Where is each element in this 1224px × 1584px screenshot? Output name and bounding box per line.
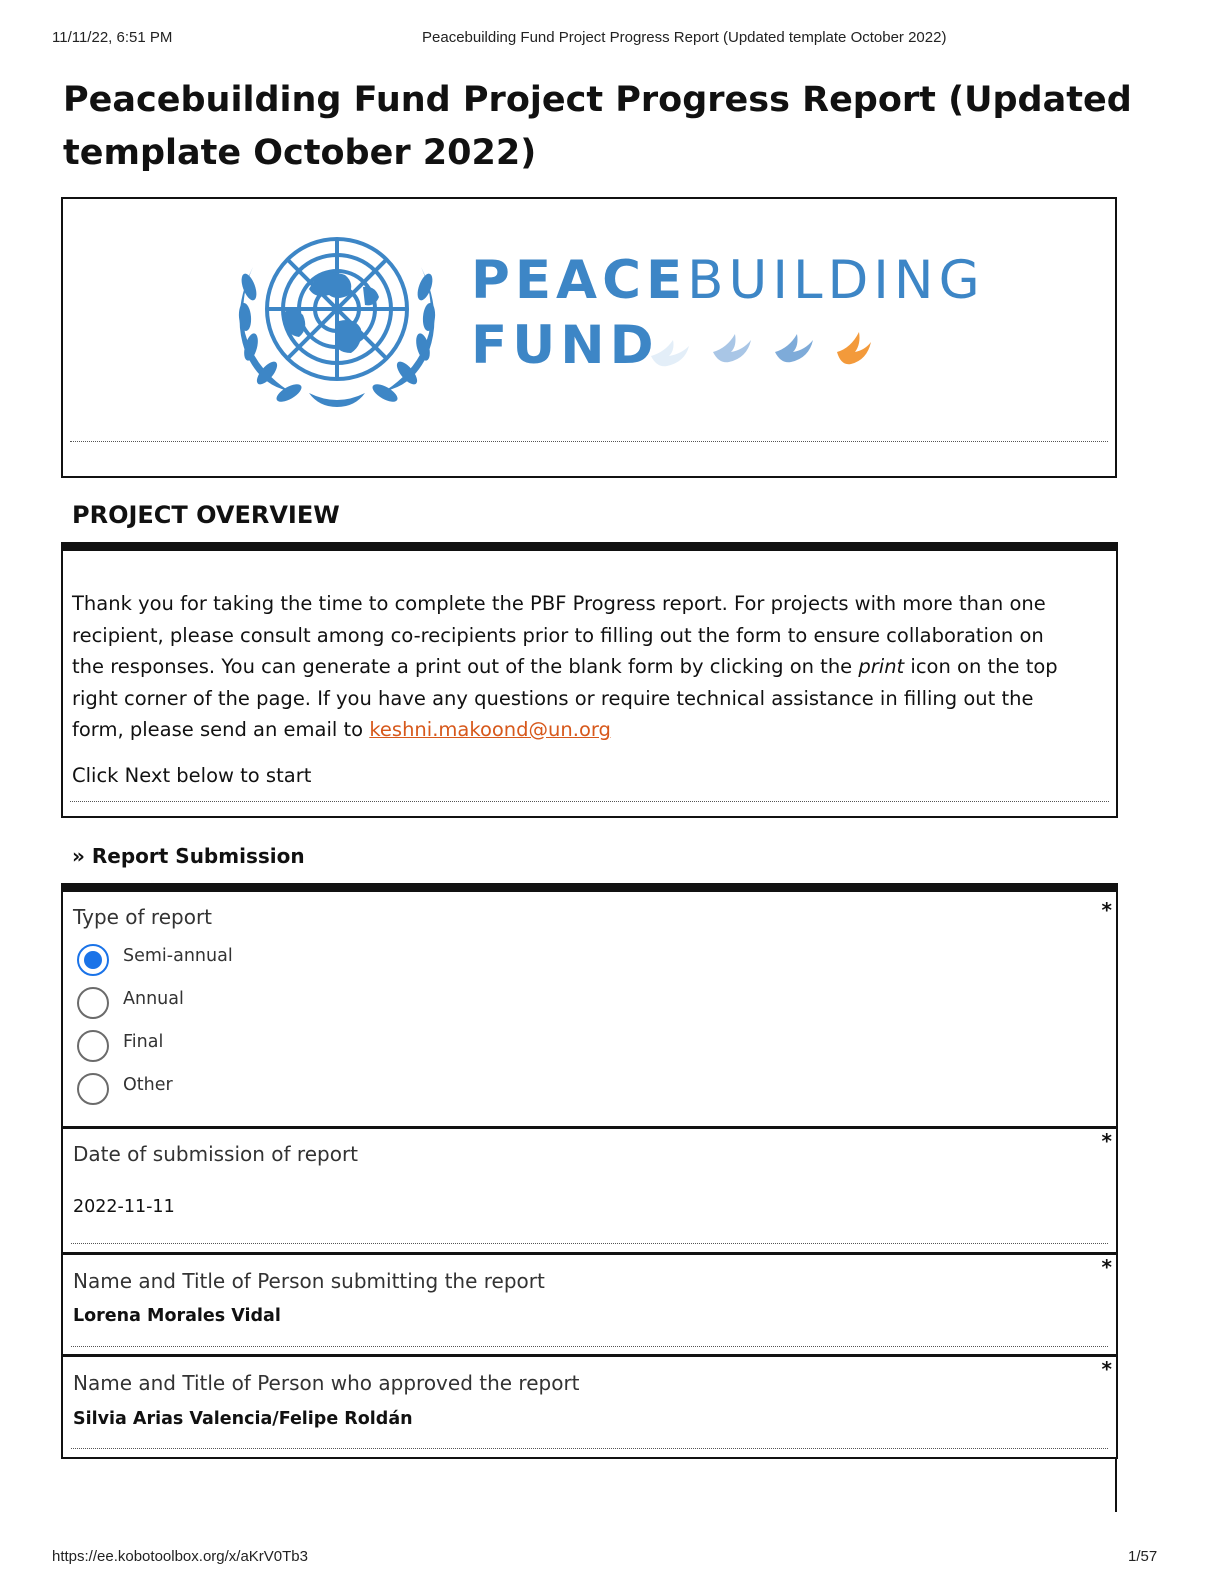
- question-submitter: [61, 1255, 1118, 1356]
- print-url: https://ee.kobotoolbox.org/x/aKrV0Tb3: [52, 1548, 308, 1565]
- logo-word-fund: FUND: [471, 315, 659, 376]
- question-label: Name and Title of Person who approved the report: [73, 1371, 580, 1395]
- overview-next-instruction: Click Next below to start: [72, 764, 312, 787]
- overview-text-part2: icon on the top right corner of the page. If you have any questions or require technical assistance in filling out the form, please send an email to: [72, 655, 1058, 741]
- radio-button-checked[interactable]: [77, 944, 109, 976]
- required-asterisk: *: [1101, 898, 1112, 922]
- contact-email-link[interactable]: keshni.makoond@un.org: [369, 718, 611, 741]
- overview-text: [72, 588, 1062, 746]
- required-asterisk: *: [1101, 1129, 1112, 1153]
- question-date-of-submission: [61, 1129, 1118, 1254]
- question-label: Type of report: [73, 905, 213, 929]
- overview-text-print: print: [858, 655, 905, 678]
- approver-answer: Silvia Arias Valencia/Felipe Roldán: [73, 1409, 413, 1429]
- required-asterisk: *: [1101, 1357, 1112, 1381]
- section-heading-project-overview: PROJECT OVERVIEW: [72, 501, 340, 529]
- divider-dotted: [71, 1243, 1108, 1244]
- print-page-number: 1/57: [1128, 1548, 1158, 1565]
- date-answer: 2022-11-11: [73, 1197, 175, 1217]
- divider-dotted: [70, 801, 1109, 802]
- print-datetime: 11/11/22, 6:51 PM: [52, 29, 173, 46]
- section-heading-report-submission: » Report Submission: [72, 844, 305, 868]
- logo-word-building: BUILDING: [687, 250, 985, 311]
- radio-button[interactable]: [77, 1073, 109, 1105]
- form-top-bar: [61, 883, 1118, 892]
- radio-label: Other: [123, 1075, 173, 1095]
- radio-label: Annual: [123, 989, 184, 1009]
- required-asterisk: *: [1101, 1255, 1112, 1279]
- print-doc-title: Peacebuilding Fund Project Progress Report (Updated template October 2022): [422, 29, 947, 46]
- logo-word-peace: PEACE: [471, 250, 688, 311]
- logo-word-peacebuilding: [471, 251, 985, 311]
- radio-button[interactable]: [77, 1030, 109, 1062]
- overview-card: [61, 542, 1118, 818]
- radio-label: Semi-annual: [123, 946, 233, 966]
- question-approver: [61, 1357, 1118, 1459]
- divider-dotted: [70, 441, 1108, 442]
- overview-text-part1: Thank you for taking the time to complete the PBF Progress report. For projects with more than one recipient, please consult among co-recipients prior to filling out the form to ensure collaboration on the responses. You can generate a print out of the blank form by clicking on the: [72, 592, 1046, 678]
- print-footer: [0, 1548, 1224, 1568]
- question-label: Name and Title of Person submitting the report: [73, 1269, 545, 1293]
- form-continuation-border: [1115, 1458, 1117, 1512]
- radio-button[interactable]: [77, 987, 109, 1019]
- radio-label: Final: [123, 1032, 164, 1052]
- divider-dotted: [71, 1448, 1108, 1449]
- logo-banner: [61, 197, 1117, 478]
- question-label: Date of submission of report: [73, 1142, 359, 1166]
- doves-icon: [645, 322, 875, 372]
- submitter-answer: Lorena Morales Vidal: [73, 1306, 281, 1326]
- un-emblem-icon: [223, 217, 451, 413]
- divider-dotted: [71, 1346, 1108, 1347]
- question-type-of-report: [61, 892, 1118, 1128]
- print-header: [0, 29, 1224, 49]
- page-title: Peacebuilding Fund Project Progress Report (Updated template October 2022): [63, 80, 1132, 173]
